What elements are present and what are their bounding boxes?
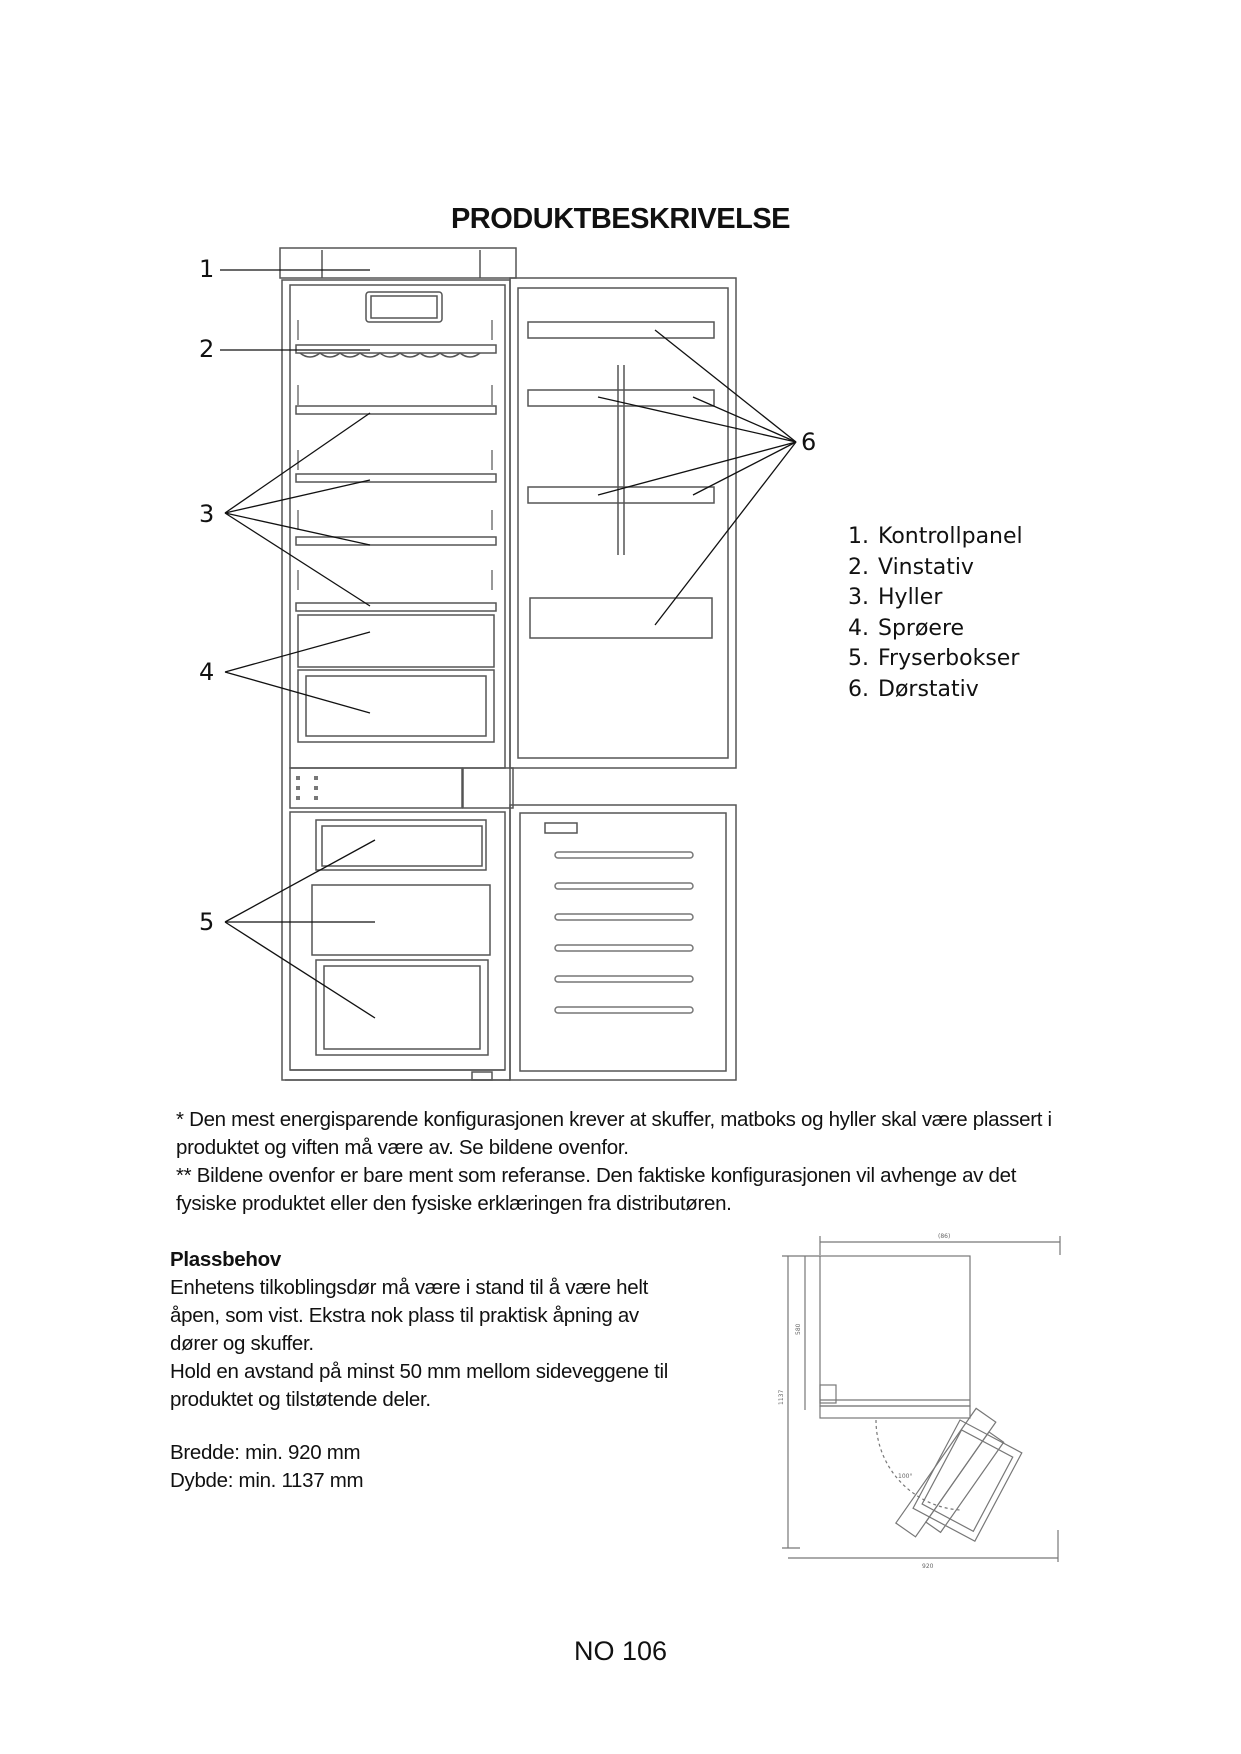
dim-side-label: 580 (795, 1323, 802, 1335)
callout-3: 3 (199, 500, 215, 528)
space-line: åpen, som vist. Ekstra nok plass til praktisk åpning av (170, 1304, 639, 1327)
dim-angle-label: 100° (898, 1473, 913, 1480)
note-line: ** Bildene ovenfor er bare ment som referanse. Den faktiske konfigurasjonen vil avhenge av det (176, 1164, 1017, 1187)
page-number: NO 106 (573, 1636, 668, 1666)
callout-4: 4 (199, 658, 215, 686)
callout-5: 5 (199, 908, 215, 936)
note-line: produktet og viften må være av. Se bildene ovenfor. (176, 1136, 629, 1159)
space-line: dører og skuffer. (170, 1332, 314, 1355)
dim-left-label: 1137 (778, 1389, 785, 1405)
space-line: Enhetens tilkoblingsdør må være i stand til å være helt (170, 1276, 649, 1299)
parts-legend (848, 522, 1023, 706)
space-line: produktet og tilstøtende deler. (170, 1388, 431, 1411)
dimension-drawing (770, 1220, 1080, 1580)
legend-item: 5. Fryserbokser (848, 646, 1020, 672)
callout-2: 2 (199, 335, 215, 363)
callout-6: 6 (801, 428, 817, 456)
depth-spec: Dybde: min. 1137 mm (170, 1469, 364, 1492)
width-spec: Bredde: min. 920 mm (170, 1441, 361, 1464)
space-line: Hold en avstand på minst 50 mm mellom sideveggene til (170, 1360, 668, 1383)
legend-item: 1. Kontrollpanel (848, 524, 1023, 549)
callout-1: 1 (199, 255, 215, 283)
dim-top-label: (86) (938, 1233, 951, 1240)
dim-bottom-label: 920 (922, 1563, 934, 1570)
note-line: fysiske produktet eller den fysiske erklæringen fra distributøren. (176, 1192, 732, 1215)
space-heading: Plassbehov (170, 1248, 281, 1271)
legend-item: 6. Dørstativ (848, 676, 979, 702)
page-title: PRODUKTBESKRIVELSE (450, 203, 791, 235)
note-line: * Den mest energisparende konfigurasjonen krever at skuffer, matboks og hyller skal være plassert i (176, 1108, 1052, 1131)
legend-item: 4. Sprøere (848, 615, 965, 641)
legend-item: 3. Hyller (848, 585, 943, 611)
legend-item: 2. Vinstativ (848, 554, 974, 580)
fridge-diagram (170, 235, 870, 1100)
